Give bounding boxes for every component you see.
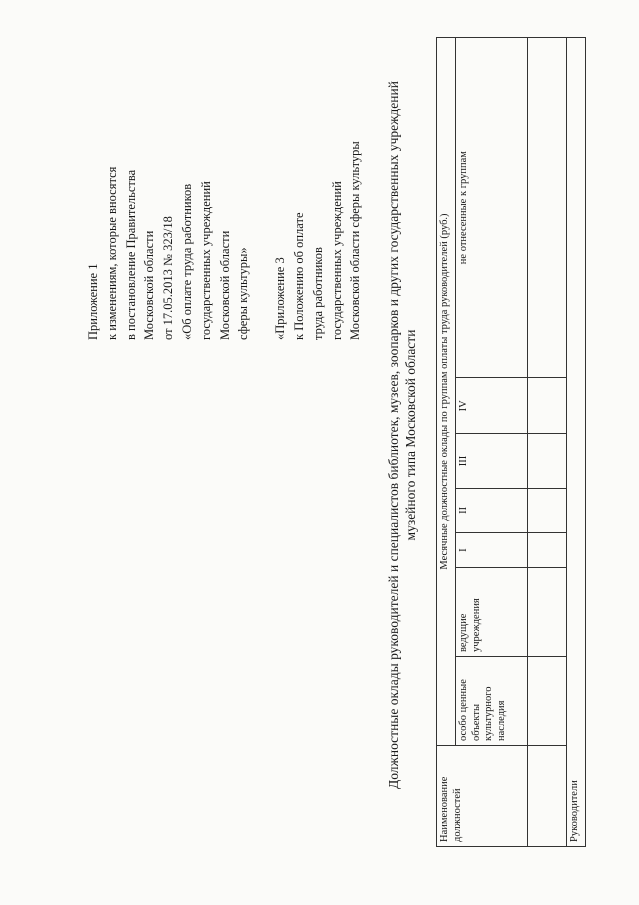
appendix-line: государственных учреждений (198, 181, 213, 340)
header-col-group-4: IV (456, 378, 528, 434)
header-col-heritage: особо ценные объекты культурного наследия (456, 657, 528, 746)
title-line-2: музейного типа Московской области (403, 329, 418, 541)
title-line-1: Должностные оклады руководителей и специалистов библиотек, музеев, зоопарков и других государственных учреждений (386, 81, 401, 789)
appendix-line: сферы культуры» (236, 247, 251, 340)
appendix-line: Приложение 1 (86, 263, 100, 340)
header-col-ungrouped: не отнесенные к группам (456, 38, 528, 378)
appendix-line: к изменениям, которые вносятся (104, 166, 119, 340)
appendix-line: Московской области (142, 230, 157, 340)
header-salary-groups: Месячные должностные оклады по группам оплаты труда руководителей (руб.) (437, 38, 456, 746)
header-col-group-3: III (456, 434, 528, 488)
header-col-leading: ведущие учреждения (456, 568, 528, 657)
appendix-line: Московской области (217, 230, 232, 340)
appendix-line: государственных учреждений (329, 181, 344, 340)
appendix-line: в постановление Правительства (123, 169, 138, 340)
header-col-group-2: II (456, 488, 528, 533)
table-row-leaders (567, 38, 586, 847)
appendix-line: к Положению об оплате (291, 212, 306, 340)
salary-table (436, 37, 586, 847)
table-row (528, 38, 567, 847)
appendix-line: Московской области сферы культуры (348, 141, 363, 340)
appendix-line: от 17.05.2013 № 323/18 (161, 216, 176, 340)
document-title (385, 25, 419, 845)
header-col-group-1: I (456, 533, 528, 568)
appendix-line: «Приложение 3 (273, 257, 288, 340)
appendix-line: труда работников (310, 247, 325, 340)
row-label-leaders: Руководители (567, 38, 586, 847)
appendix-header (84, 20, 365, 340)
header-position-name: Наименование должностей (437, 746, 528, 847)
appendix-line: «Об оплате труда работников (179, 183, 194, 340)
